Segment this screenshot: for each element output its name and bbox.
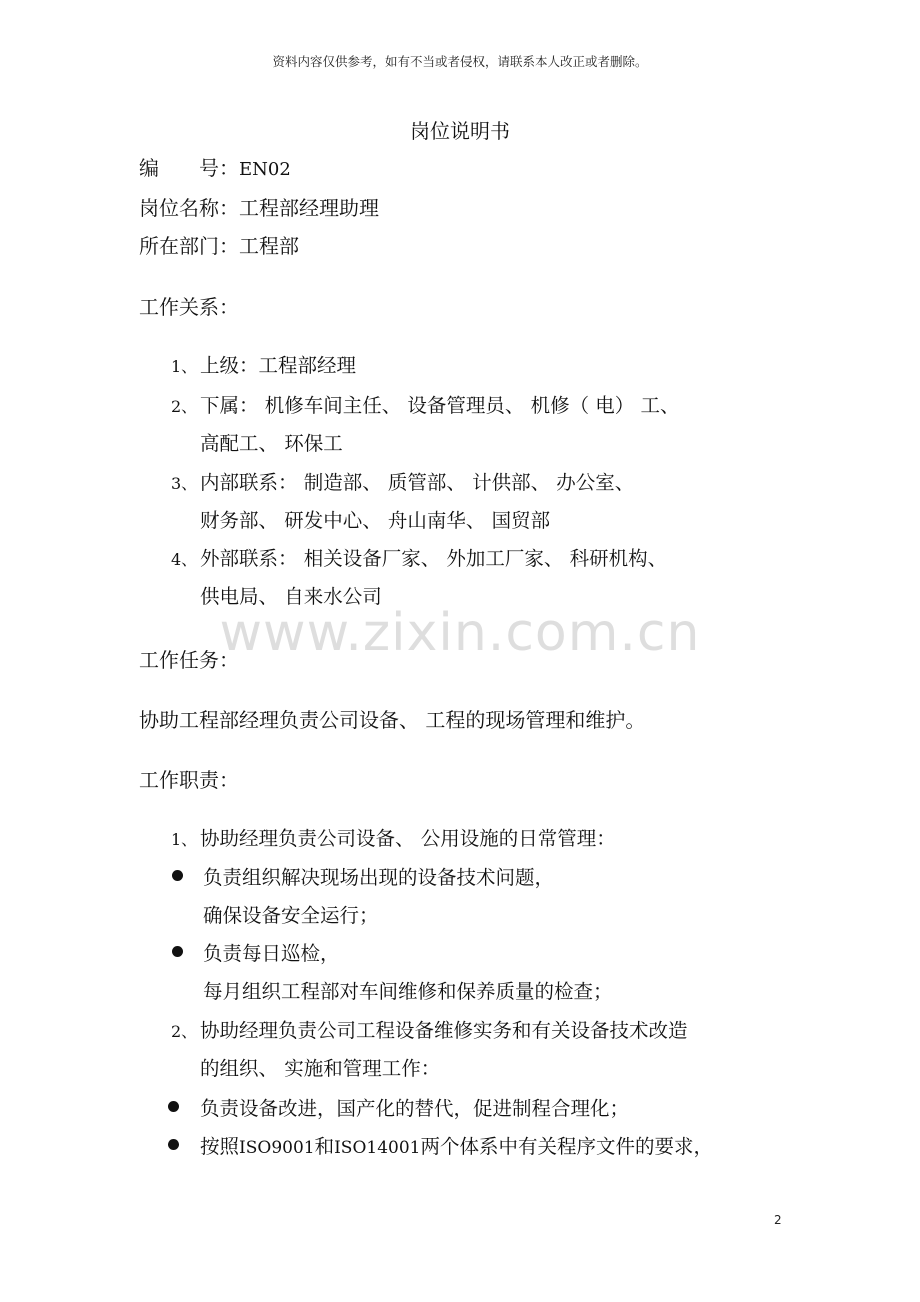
bullet-dot — [172, 870, 183, 881]
code-row — [139, 152, 291, 181]
bullet-3-text: 负责设备改进，国产化的替代，促进制程合理化； — [200, 1097, 630, 1120]
bullet-4-pre: 按照 — [200, 1135, 240, 1158]
bullet-2-line-2: 每月组织工程部对车间维修和保养质量的检查； — [203, 980, 613, 1003]
relation-1-number: 1、 — [171, 357, 198, 376]
relation-3-number: 3、 — [171, 474, 198, 493]
header-note: 资料内容仅供参考，如有不当或者侵权，请联系本人改正或者删除。 — [272, 54, 648, 69]
bullet-dot — [168, 1101, 179, 1112]
department-label: 所在部门： — [139, 234, 239, 258]
bullet-1-line-1: 负责组织解决现场出现的设备技术问题， — [203, 866, 555, 889]
bullet-1-line-2: 确保设备安全运行； — [203, 904, 379, 927]
department-row — [139, 230, 299, 259]
duty-1-text: 协助经理负责公司设备、 公用设施的日常管理： — [200, 827, 616, 850]
duty-2-line-1: 协助经理负责公司工程设备维修实务和有关设备技术改造 — [200, 1019, 688, 1042]
bullet-4-post: 两个体系中有关程序文件的要求， — [420, 1135, 713, 1158]
code-value: EN02 — [239, 159, 291, 180]
duty-1-number: 1、 — [171, 830, 198, 849]
relation-3-line-2: 财务部、 研发中心、 舟山南华、 国贸部 — [200, 509, 551, 532]
bullet-2-line-1: 负责每日巡检， — [203, 942, 340, 965]
relations-heading: 工作关系： — [139, 295, 239, 319]
relation-2-line-2: 高配工、 环保工 — [200, 432, 343, 455]
relation-4-number: 4、 — [171, 550, 198, 569]
position-name-label: 岗位名称： — [139, 196, 239, 220]
department-value: 工程部 — [239, 234, 299, 258]
relation-2-line-1: 下属： 机修车间主任、 设备管理员、 机修（ 电） 工、 — [200, 394, 680, 417]
relation-3-line-1: 内部联系： 制造部、 质管部、 计供部、 办公室、 — [200, 471, 635, 494]
tasks-heading: 工作任务： — [139, 648, 239, 672]
duty-2-line-2: 的组织、 实施和管理工作： — [200, 1057, 441, 1080]
watermark: www.zixin.com.cn — [219, 603, 701, 663]
bullet-4-text — [200, 1131, 713, 1159]
relation-2-number: 2、 — [171, 397, 198, 416]
bullet-dot — [172, 946, 183, 957]
position-name-row — [139, 192, 379, 221]
relation-1-line-1: 上级：工程部经理 — [200, 354, 357, 377]
standard-iso9001: ISO9001 — [239, 1138, 315, 1158]
bullet-4-mid: 和 — [314, 1135, 335, 1158]
code-label: 编 号： — [139, 156, 239, 180]
tasks-text: 协助工程部经理负责公司设备、 工程的现场管理和维护。 — [139, 708, 646, 732]
standard-iso14001: ISO14001 — [334, 1138, 421, 1158]
duties-heading: 工作职责： — [139, 768, 239, 792]
document-title: 岗位说明书 — [410, 119, 510, 143]
bullet-dot — [168, 1139, 179, 1150]
relation-4-line-2: 供电局、 自来水公司 — [200, 585, 382, 608]
page-number: 2 — [774, 1213, 782, 1227]
position-name-value: 工程部经理助理 — [239, 196, 379, 220]
relation-4-line-1: 外部联系： 相关设备厂家、 外加工厂家、 科研机构、 — [200, 547, 668, 570]
duty-2-number: 2、 — [171, 1022, 198, 1041]
